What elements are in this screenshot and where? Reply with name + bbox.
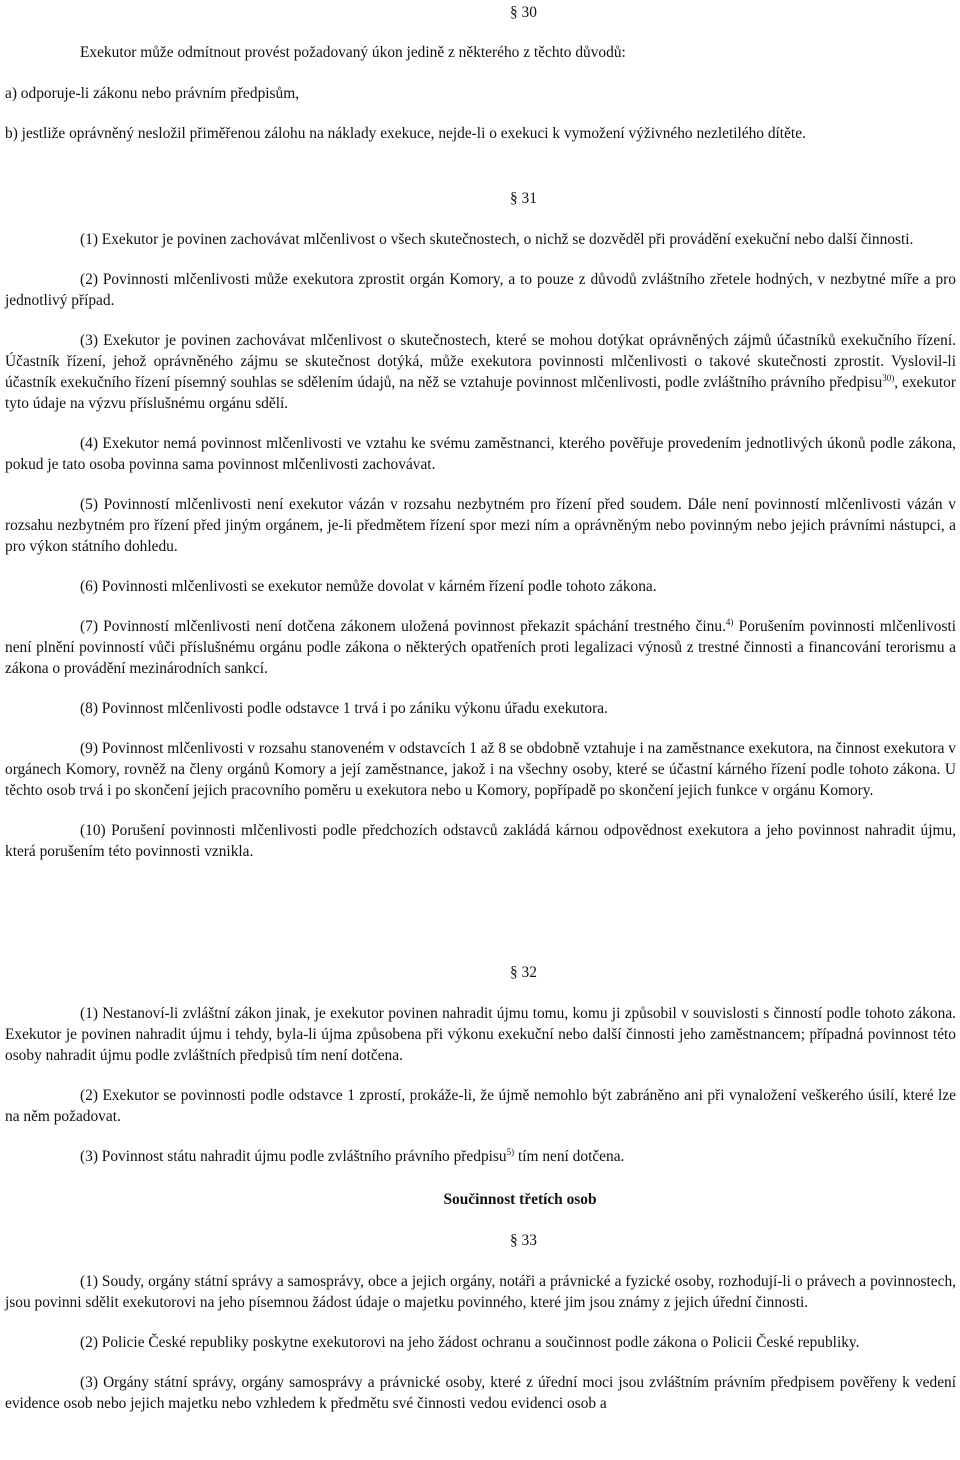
s31-p6: (6) Povinnosti mlčenlivosti se exekutor nemůže dovolat v kárném řízení podle tohoto zákona. (80, 578, 657, 595)
s30-item-a: a) odporuje-li zákonu nebo právním předpisům, (5, 85, 300, 102)
heading-soucinnost: Součinnost třetích osob (443, 1191, 597, 1208)
s31-p8: (8) Povinnost mlčenlivosti podle odstavce 1 trvá i po zániku výkonu úřadu exekutora. (80, 700, 608, 717)
s30-intro: Exekutor může odmítnout provést požadovaný úkon jedině z některého z těchto důvodů: (80, 44, 626, 61)
s32-p1: (1) Nestanoví-li zvláštní zákon jinak, je exekutor povinen nahradit újmu tomu, komu ji způsobil v souvislosti s činností podle tohoto zákona. Exekutor je povinen nahradit újmu i tehdy, byla-li újma způsobena při výkonu exekuční nebo další činnosti jeho zaměstnancem; případná povinnost této osoby nahradit újmu podle zvláštních předpisů tím není dotčena. (5, 1005, 956, 1064)
s31-p2: (2) Povinnosti mlčenlivosti může exekutora zprostit orgán Komory, a to pouze z důvodů zvláštního zřetele hodných, v nezbytné míře a pro jednotlivý případ. (5, 271, 956, 309)
s31-p9: (9) Povinnost mlčenlivosti v rozsahu stanoveném v odstavcích 1 až 8 se obdobně vztahuje i na zaměstnance exekutora, na činnost exekutora v orgánech Komory, rovněž na členy orgánů Komory a její zaměstnance, jakož i na všechny osoby, které se účastní kárného řízení podle tohoto zákona. U těchto osob trvá i po skončení jejich pracovního poměru u exekutora nebo u Komory, popřípadě po skončení jejich funkce v orgánu Komory. (5, 740, 956, 799)
section-31-heading (510, 188, 570, 209)
s33-p3: (3) Orgány státní správy, orgány samosprávy a právnické osoby, které z úřední moci jsou zvláštním právním předpisem pověřeny k vedení evidence osob nebo jejich majetku nebo vzhledem k předmětu své činnosti vedou evidenci osob a (5, 1374, 956, 1412)
footnote-ref: 30) (882, 372, 895, 383)
s31-p7-text: (7) Povinností mlčenlivosti není dotčena zákonem uložená povinnost překazit spáchání trestného činu. (80, 618, 726, 635)
s32-p3-text: (3) Povinnost státu nahradit újmu podle zvláštního právního předpisu (80, 1148, 507, 1165)
section-number: § 31 (510, 190, 537, 207)
footnote-ref: 5) (506, 1146, 515, 1157)
section-30-heading (510, 2, 570, 23)
section-33-heading (510, 1230, 570, 1251)
s31-p10: (10) Porušení povinnosti mlčenlivosti podle předchozích odstavců zakládá kárnou odpovědnost exekutora a jeho povinnost nahradit újmu, která porušením této povinnosti vznikla. (5, 822, 956, 860)
section-number: § 33 (510, 1232, 537, 1249)
s31-p3 (5, 330, 956, 414)
s33-p1: (1) Soudy, orgány státní správy a samosprávy, obce a jejich orgány, notáři a právnické a fyzické osoby, rozhodují-li o právech a povinnostech, jsou povinni sdělit exekutorovi na jeho písemnou žádost údaje o majetku povinného, které jim jsou známy z jejich úřední činnosti. (5, 1273, 956, 1311)
section-number: § 32 (510, 964, 537, 981)
s31-p3-text-end: , exekutor tyto údaje na výzvu příslušnému orgánu sdělí. (5, 374, 956, 412)
section-number: § 30 (510, 4, 537, 21)
s32-p2: (2) Exekutor se povinnosti podle odstavce 1 zprostí, prokáže-li, že újmě nemohlo být zabráněno ani při vynaložení veškerého úsilí, které lze na něm požadovat. (5, 1087, 956, 1125)
footnote-ref: 4) (725, 616, 734, 627)
s31-p7 (5, 616, 956, 679)
s32-p3 (5, 1146, 956, 1167)
s31-p5: (5) Povinností mlčenlivosti není exekutor vázán v rozsahu nezbytném pro řízení před soudem. Dále není povinností mlčenlivosti vázán v rozsahu nezbytném pro řízení před jiným orgánem, je-li předmětem řízení spor mezi ním a oprávněným nebo povinným nebo jejich právními nástupci, a pro výkon státního dohledu. (5, 496, 956, 555)
s31-p7-text-end: Porušením povinnosti mlčenlivosti není plnění povinností vůči příslušnému orgánu podle zákona o některých opatřeních proti legalizaci výnosů z trestné činnosti a financování terorismu a zákona o provádění mezinárodních sankcí. (5, 618, 956, 677)
s31-p4: (4) Exekutor nemá povinnost mlčenlivosti ve vztahu ke svému zaměstnanci, kterého pověřuje provedením jednotlivých úkonů podle zákona, pokud je tato osoba povinna sama povinnost mlčenlivosti zachovávat. (5, 435, 956, 473)
section-32-heading (510, 962, 570, 983)
s32-p3-text-end: tím není dotčena. (514, 1148, 625, 1165)
s31-p1: (1) Exekutor je povinen zachovávat mlčenlivost o všech skutečnostech, o nichž se dozvěděl při provádění exekuční nebo další činnosti. (80, 231, 914, 248)
s33-p2: (2) Policie České republiky poskytne exekutorovi na jeho žádost ochranu a součinnost podle zákona o Policii České republiky. (80, 1334, 860, 1351)
s30-item-b: b) jestliže oprávněný nesložil přiměřenou zálohu na náklady exekuce, nejde-li o exekuci k vymožení výživného nezletilého dítěte. (5, 125, 806, 142)
s31-p3-text: (3) Exekutor je povinen zachovávat mlčenlivost o skutečnostech, které se mohou dotýkat oprávněných zájmů účastníků exekučního řízení. Účastník řízení, jehož oprávněného zájmu se skutečnost dotýká, může exekutora povinnosti mlčenlivosti o takové skutečnosti zprostit. Vyslovil-li účastník exekučního řízení písemný souhlas se sdělením údajů, na něž se vztahuje povinnost mlčenlivosti, podle zvláštního právního předpisu (5, 332, 956, 391)
